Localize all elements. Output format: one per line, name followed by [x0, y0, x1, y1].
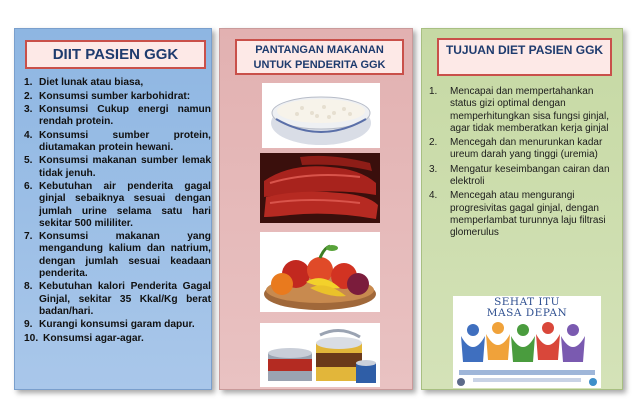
diet-list-item	[24, 231, 211, 280]
list-text: Kebutuhan air penderita gagal ginjal sebaiknya sesuai dengan jumlah urine selama satu hari sekitar 500 mililiter.	[39, 181, 211, 229]
list-number: 1.	[24, 77, 33, 88]
raw-meat-image	[260, 153, 380, 223]
diet-list-item	[24, 333, 211, 345]
list-text: Konsumsi sumber protein, diutamakan protein hewani.	[39, 129, 211, 153]
diet-list-item	[24, 130, 211, 154]
list-text: Kurangi konsumsi garam dapur.	[39, 319, 195, 331]
list-text: Mencegah atau mengurangi progresivitas gagal ginjal, dengan memperlambat turunnya laju filtrasi glomerulus	[450, 190, 606, 239]
tujuan-list	[429, 86, 619, 242]
list-number: 4.	[429, 190, 438, 202]
canned-food-image	[260, 323, 380, 387]
tujuan-list-item	[429, 164, 619, 189]
diet-list-item	[24, 181, 211, 230]
list-number: 8.	[24, 281, 33, 293]
list-number: 2.	[429, 137, 438, 149]
rice-bowl-image	[262, 83, 380, 148]
list-text: Mencegah dan menurunkan kadar ureum darah yang tinggi (uremia)	[450, 137, 603, 161]
list-number: 5.	[24, 155, 33, 167]
tujuan-list-item	[429, 137, 619, 162]
fruit-basket-image	[260, 232, 380, 312]
diet-list	[24, 77, 211, 346]
list-text: Mengatur keseimbangan cairan dan elektroli	[450, 163, 610, 188]
list-text: Mencapai dan mempertahankan status gizi optimal dengan memperhitungkan sisa fungsi ginjal, agar tidak memberatkan kerja ginjal	[450, 86, 609, 134]
list-text: Konsumsi sumber karbohidrat:	[39, 90, 191, 102]
list-number: 6.	[24, 181, 33, 193]
panel-tujuan-title: TUJUAN DIET PASIEN GGK	[437, 38, 612, 76]
list-text: Kebutuhan kalori Penderita Gagal Ginjal, sekitar 35 Kkal/Kg berat badan/hari.	[39, 281, 211, 317]
list-number: 10.	[24, 332, 39, 344]
poster-title	[453, 297, 601, 319]
panel-pantangan-title: PANTANGAN MAKANAN UNTUK PENDERITA GGK	[235, 39, 404, 75]
list-text: Konsumsi makanan sumber lemak tidak jenuh.	[39, 155, 211, 179]
list-text: Konsumsi makanan yang mengandung kalium dan natrium, dengan jumlah sesuai keadaan penderita.	[39, 231, 211, 279]
diet-list-item	[24, 281, 211, 318]
poster-line-2: MASA DEPAN	[486, 307, 568, 319]
list-text: Konsumsi Cukup energi namun rendah protein.	[39, 104, 211, 128]
diet-list-item	[24, 77, 211, 89]
list-number: 3.	[24, 104, 33, 115]
list-number: 3.	[429, 163, 438, 175]
list-number: 1.	[429, 86, 438, 97]
diet-list-item	[24, 155, 211, 179]
diet-list-item	[24, 91, 211, 103]
list-text: Diet lunak atau biasa,	[39, 77, 144, 88]
list-number: 9.	[24, 319, 33, 331]
diet-list-item	[24, 104, 211, 128]
sehat-poster	[453, 296, 601, 388]
list-number: 2.	[24, 90, 33, 102]
tujuan-list-item	[429, 190, 619, 239]
list-number: 4.	[24, 129, 33, 141]
list-text: Konsumsi agar-agar.	[43, 332, 144, 344]
people-group-illustration	[453, 318, 601, 388]
list-number: 7.	[24, 231, 33, 243]
tujuan-list-item	[429, 86, 619, 135]
diet-list-item	[24, 319, 211, 331]
panel-diet-title: DIIT PASIEN GGK	[25, 40, 206, 69]
poster-line-1: SEHAT ITU	[494, 296, 560, 308]
